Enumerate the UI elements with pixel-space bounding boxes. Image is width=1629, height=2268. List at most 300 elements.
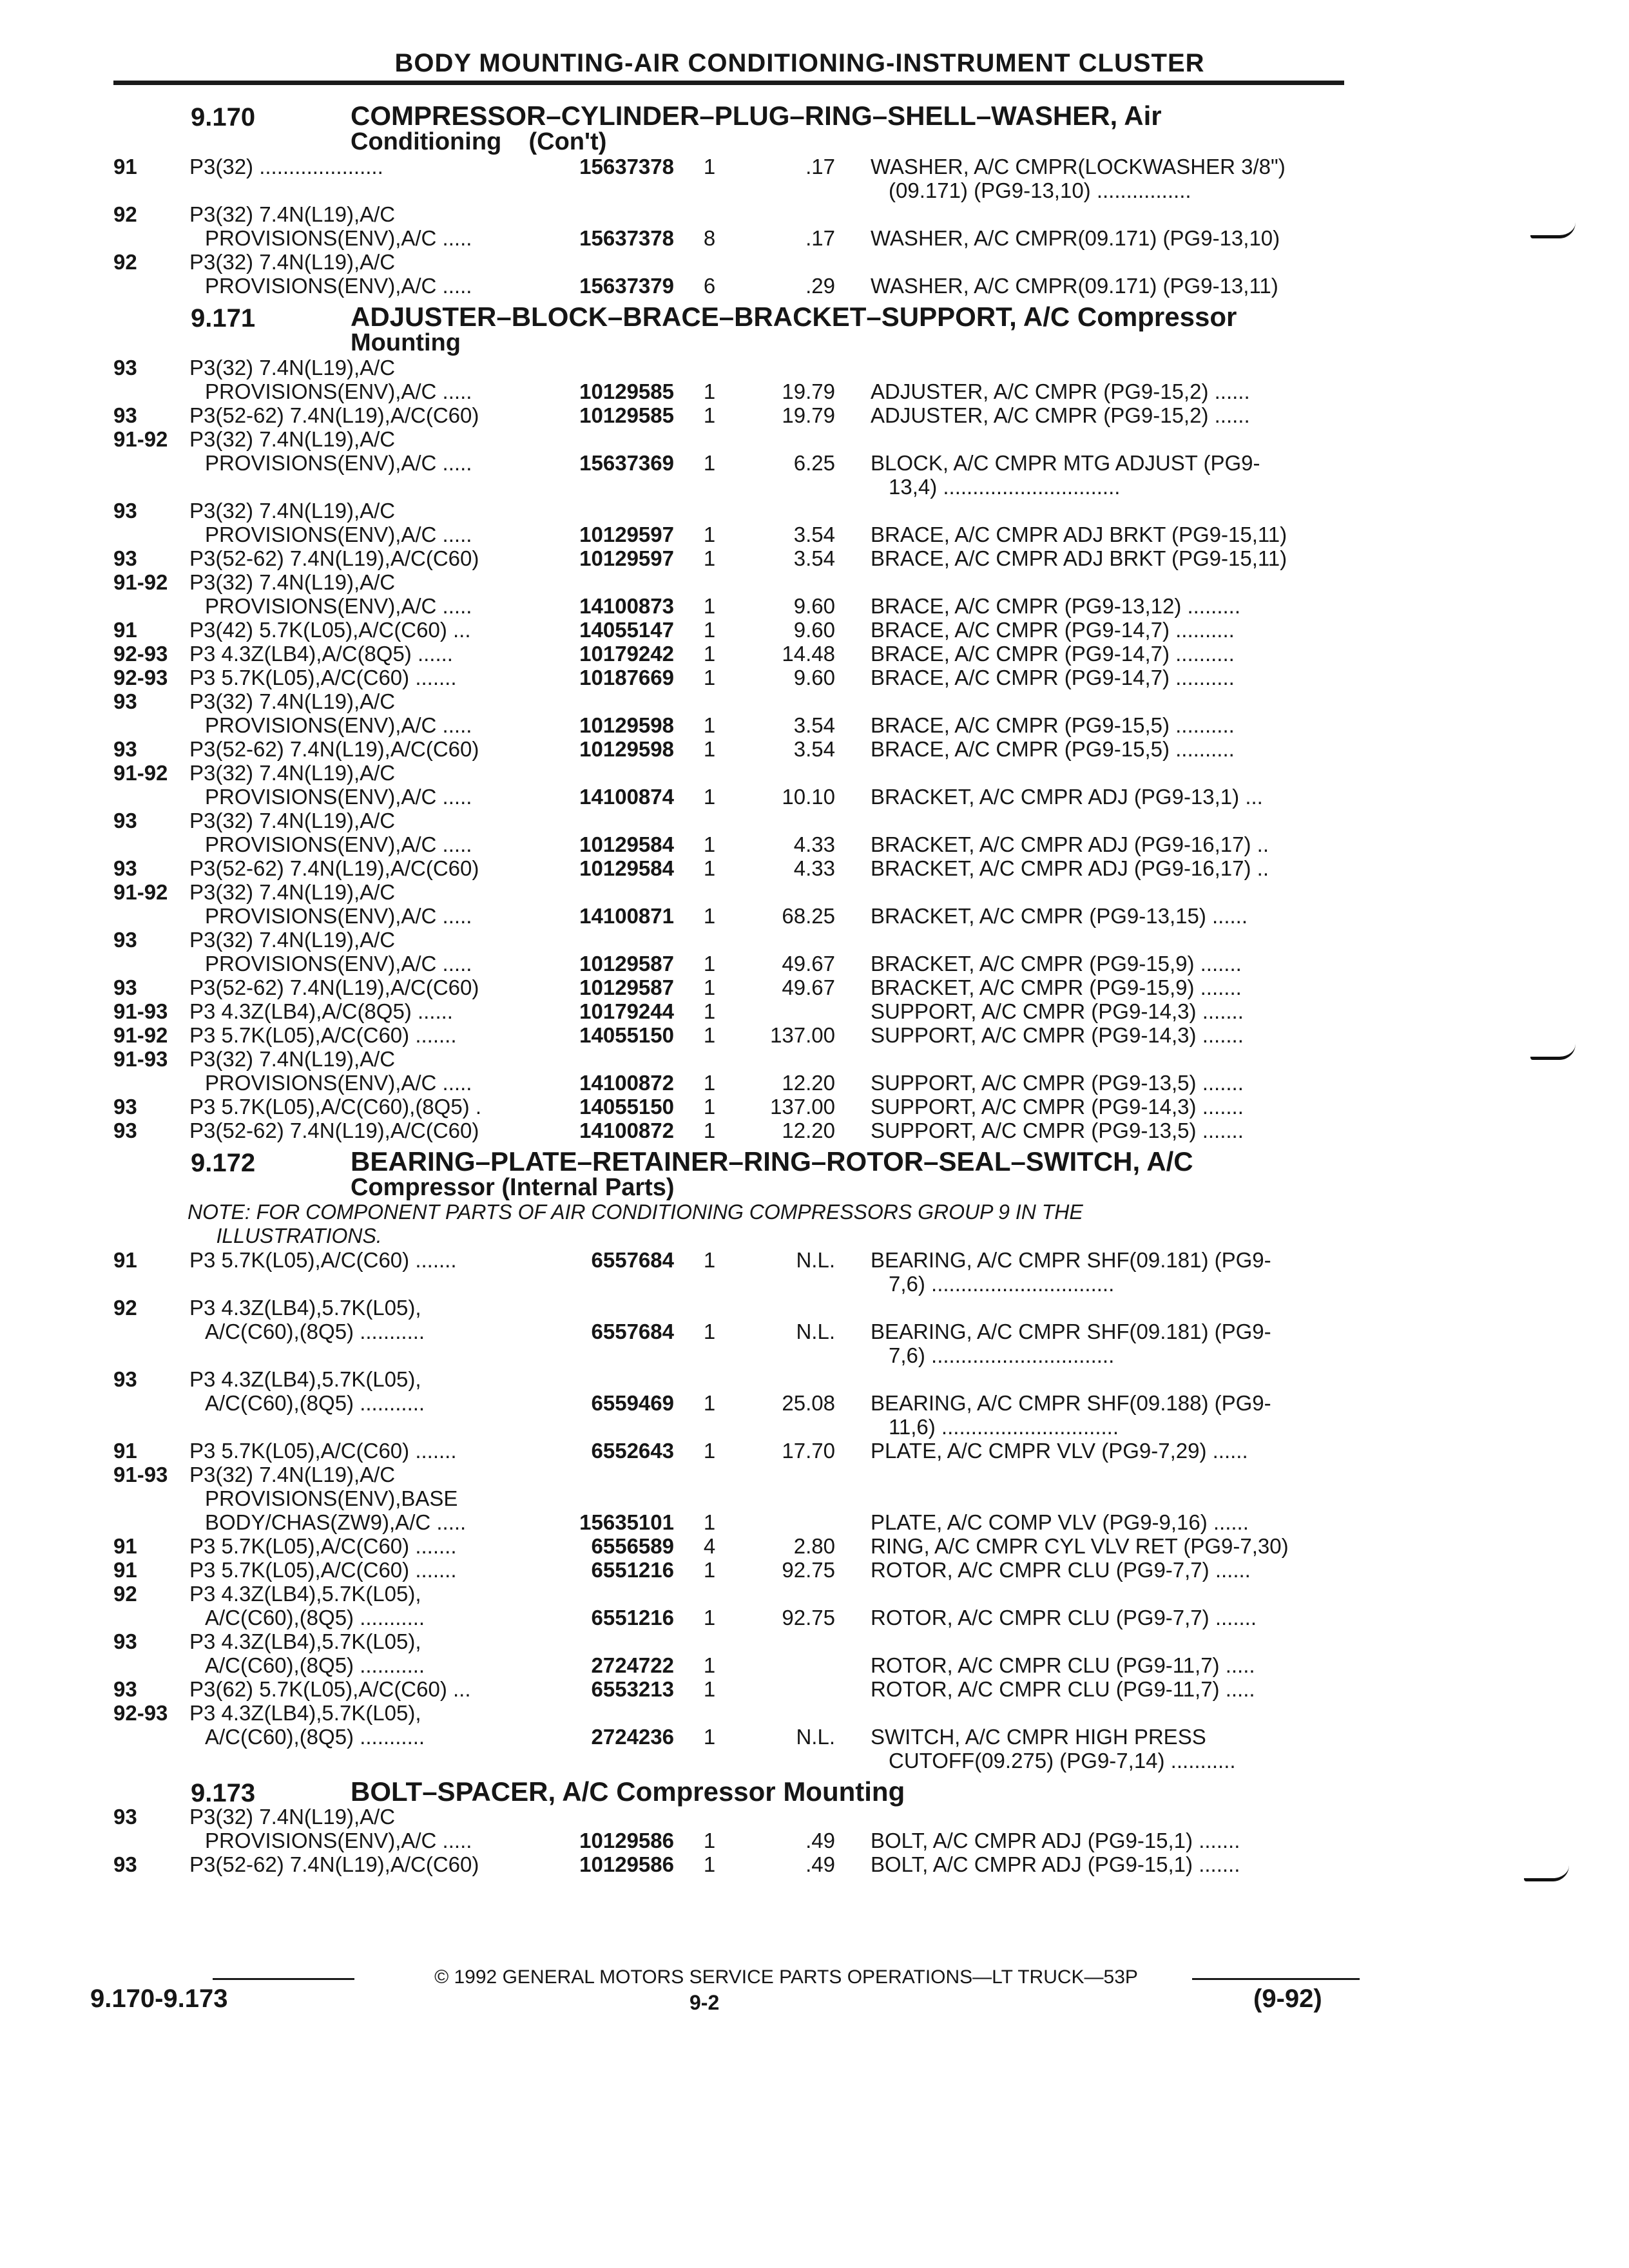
quantity: 1 [703, 1606, 716, 1629]
application-line: P3(62) 5.7K(L05),A/C(C60) ... [189, 1677, 471, 1701]
application-line: PROVISIONS(ENV),A/C ..... [205, 713, 472, 737]
model-year: 91-93 [113, 999, 168, 1023]
application [189, 202, 550, 250]
price: .17 [805, 226, 835, 250]
application-line: PROVISIONS(ENV),A/C ..... [205, 226, 472, 250]
description-line: BRACKET, A/C CMPR ADJ (PG9-16,17) .. [871, 856, 1269, 880]
part-row [113, 618, 1344, 642]
description-line: WASHER, A/C CMPR(09.171) (PG9-13,10) [871, 226, 1280, 250]
part-number: 6557684 [591, 1320, 674, 1343]
model-year: 91 [113, 155, 137, 178]
application [189, 1629, 550, 1677]
check-mark [1530, 1044, 1576, 1060]
description-line: SUPPORT, A/C CMPR (PG9-13,5) ....... [871, 1071, 1244, 1095]
price: 4.33 [793, 856, 835, 880]
section-heading [113, 103, 1344, 155]
part-row [113, 250, 1344, 298]
description [871, 880, 1344, 928]
part-number: 15637378 [579, 226, 674, 250]
model-year: 91 [113, 1439, 137, 1463]
application-line: P3(42) 5.7K(L05),A/C(C60) ... [189, 618, 471, 642]
application-line: P3 4.3Z(LB4),5.7K(L05), [189, 1367, 421, 1391]
part-number: 15635101 [579, 1510, 674, 1534]
description-line: BRACE, A/C CMPR ADJ BRKT (PG9-15,11) [871, 523, 1287, 546]
application-line: A/C(C60),(8Q5) ........... [205, 1606, 425, 1629]
part-row [113, 570, 1344, 618]
description-line [871, 928, 1344, 952]
model-year: 92 [113, 202, 137, 226]
section-note: NOTE: FOR COMPONENT PARTS OF AIR CONDITIONING COMPRESSORS GROUP 9 IN THE ILLUSTRATIONS. [188, 1200, 1083, 1247]
description-line: ROTOR, A/C CMPR CLU (PG9-7,7) ...... [871, 1558, 1251, 1582]
part-number: 15637379 [579, 274, 674, 298]
application [189, 250, 550, 298]
section-subtitle: Conditioning (Con't) [351, 128, 607, 155]
part-row [113, 1047, 1344, 1095]
application [189, 499, 550, 546]
description-line [871, 1629, 1344, 1653]
description-line: BRACE, A/C CMPR (PG9-13,12) ......... [871, 594, 1240, 618]
description-line [871, 356, 1344, 380]
application-line: P3(52-62) 7.4N(L19),A/C(C60) [189, 403, 479, 427]
description-line: BRACE, A/C CMPR (PG9-15,5) .......... [871, 713, 1235, 737]
model-year: 91-92 [113, 427, 168, 451]
application-line: P3 4.3Z(LB4),A/C(8Q5) ...... [189, 642, 453, 666]
description-line: BRACKET, A/C CMPR (PG9-15,9) ....... [871, 975, 1242, 999]
section-number: 9.170 [191, 103, 256, 131]
quantity: 1 [703, 1095, 716, 1119]
part-number: 10129585 [579, 403, 674, 427]
description-line [871, 689, 1344, 713]
model-year: 92-93 [113, 1701, 168, 1725]
application [189, 1534, 550, 1558]
model-year: 92-93 [113, 642, 168, 666]
application-line: PROVISIONS(ENV),A/C ..... [205, 274, 472, 298]
application [189, 1463, 550, 1534]
model-year: 91 [113, 1248, 137, 1272]
section-number: 9.172 [191, 1149, 256, 1177]
description-line: 11,6) .............................. [889, 1415, 1119, 1439]
quantity: 1 [703, 451, 716, 475]
part-row [113, 1439, 1344, 1463]
application [189, 689, 550, 737]
description-line: 7,6) ............................... [889, 1343, 1115, 1367]
part-row [113, 546, 1344, 570]
quantity: 1 [703, 618, 716, 642]
price: 14.48 [782, 642, 835, 666]
description-line: ROTOR, A/C CMPR CLU (PG9-7,7) ....... [871, 1606, 1257, 1629]
application-line: P3(52-62) 7.4N(L19),A/C(C60) [189, 737, 479, 761]
description-line: BRACKET, A/C CMPR (PG9-15,9) ....... [871, 952, 1242, 975]
quantity: 1 [703, 1852, 716, 1876]
model-year: 91-92 [113, 880, 168, 904]
part-row [113, 1629, 1344, 1677]
description [871, 499, 1344, 546]
part-number: 14100871 [579, 904, 674, 928]
application-line: P3(52-62) 7.4N(L19),A/C(C60) [189, 1852, 479, 1876]
description-line: WASHER, A/C CMPR(09.171) (PG9-13,11) [871, 274, 1278, 298]
model-year: 93 [113, 928, 137, 952]
model-year: 92 [113, 250, 137, 274]
description [871, 1677, 1344, 1701]
section-heading [113, 304, 1344, 356]
part-row [113, 809, 1344, 856]
model-year: 91 [113, 1558, 137, 1582]
description [871, 999, 1344, 1023]
description-line: SUPPORT, A/C CMPR (PG9-14,3) ....... [871, 1095, 1244, 1119]
model-year: 92 [113, 1296, 137, 1320]
model-year: 93 [113, 356, 137, 380]
description [871, 737, 1344, 761]
description-line: (09.171) (PG9-13,10) ................ [889, 178, 1191, 202]
application-line: P3 4.3Z(LB4),5.7K(L05), [189, 1296, 421, 1320]
model-year: 93 [113, 689, 137, 713]
quantity: 4 [703, 1534, 716, 1558]
price: 49.67 [782, 975, 835, 999]
description [871, 1805, 1344, 1852]
quantity: 1 [703, 642, 716, 666]
part-number: 10129587 [579, 952, 674, 975]
price: 9.60 [793, 594, 835, 618]
application [189, 666, 550, 689]
quantity: 1 [703, 380, 716, 403]
application-line: P3(32) 7.4N(L19),A/C [189, 1463, 396, 1486]
model-year: 93 [113, 546, 137, 570]
description-line: 13,4) .............................. [889, 475, 1121, 499]
model-year: 93 [113, 737, 137, 761]
application [189, 928, 550, 975]
application [189, 1248, 550, 1272]
model-year: 93 [113, 856, 137, 880]
description [871, 403, 1344, 427]
description [871, 570, 1344, 618]
description-line [871, 427, 1344, 451]
part-number: 14055147 [579, 618, 674, 642]
part-number: 10129586 [579, 1852, 674, 1876]
section-title-text: COMPRESSOR–CYLINDER–PLUG–RING–SHELL–WASHER, Air [351, 101, 1162, 131]
application [189, 1701, 550, 1749]
description-line: BRACKET, A/C CMPR ADJ (PG9-16,17) .. [871, 832, 1269, 856]
part-row [113, 1296, 1344, 1367]
price: N.L. [796, 1320, 835, 1343]
part-number: 10129598 [579, 713, 674, 737]
price: 3.54 [793, 523, 835, 546]
model-year: 91-93 [113, 1047, 168, 1071]
application-line: PROVISIONS(ENV),A/C ..... [205, 380, 472, 403]
application-line: P3 5.7K(L05),A/C(C60) ....... [189, 1248, 457, 1272]
description-line: ROTOR, A/C CMPR CLU (PG9-11,7) ..... [871, 1677, 1255, 1701]
description [871, 155, 1344, 202]
quantity: 1 [703, 856, 716, 880]
application-line: PROVISIONS(ENV),A/C ..... [205, 832, 472, 856]
model-year: 92-93 [113, 666, 168, 689]
part-row [113, 1095, 1344, 1119]
price: 6.25 [793, 451, 835, 475]
quantity: 1 [703, 1119, 716, 1142]
description-line: BEARING, A/C CMPR SHF(09.188) (PG9- [871, 1391, 1271, 1415]
price: 68.25 [782, 904, 835, 928]
application-line: P3(52-62) 7.4N(L19),A/C(C60) [189, 975, 479, 999]
part-number: 6557684 [591, 1248, 674, 1272]
section-title-text: BOLT–SPACER, A/C Compressor Mounting [351, 1776, 905, 1807]
parts-listing [113, 97, 1344, 1876]
quantity: 1 [703, 546, 716, 570]
application [189, 856, 550, 880]
section-title [351, 103, 1344, 155]
part-number: 10129584 [579, 832, 674, 856]
application [189, 155, 550, 178]
application-line: P3 5.7K(L05),A/C(C60),(8Q5) . [189, 1095, 482, 1119]
description-line [871, 761, 1344, 785]
model-year: 93 [113, 1629, 137, 1653]
application-line: A/C(C60),(8Q5) ........... [205, 1320, 425, 1343]
description [871, 546, 1344, 570]
application-line: PROVISIONS(ENV),A/C ..... [205, 1071, 472, 1095]
part-number: 10179244 [579, 999, 674, 1023]
part-number: 14100873 [579, 594, 674, 618]
description [871, 666, 1344, 689]
part-row [113, 761, 1344, 809]
description-line: SUPPORT, A/C CMPR (PG9-13,5) ....... [871, 1119, 1244, 1142]
section-title [351, 1776, 1344, 1807]
application-line: A/C(C60),(8Q5) ........... [205, 1653, 425, 1677]
description-line: BRACKET, A/C CMPR (PG9-13,15) ...... [871, 904, 1248, 928]
part-number: 10129598 [579, 737, 674, 761]
application [189, 1119, 550, 1142]
part-number: 10179242 [579, 642, 674, 666]
description-line: BRACE, A/C CMPR (PG9-14,7) .......... [871, 666, 1235, 689]
application-line: P3 4.3Z(LB4),A/C(8Q5) ...... [189, 999, 453, 1023]
application [189, 1047, 550, 1095]
description [871, 1534, 1344, 1558]
description [871, 1119, 1344, 1142]
part-row [113, 1534, 1344, 1558]
description [871, 1095, 1344, 1119]
description-line: RING, A/C CMPR CYL VLV RET (PG9-7,30) [871, 1534, 1289, 1558]
quantity: 1 [703, 785, 716, 809]
part-row [113, 856, 1344, 880]
part-row [113, 737, 1344, 761]
section-heading [113, 1776, 1344, 1807]
part-row [113, 403, 1344, 427]
application [189, 546, 550, 570]
part-row [113, 928, 1344, 975]
description-line [871, 809, 1344, 832]
description [871, 928, 1344, 975]
price: 3.54 [793, 713, 835, 737]
price: 9.60 [793, 666, 835, 689]
part-number: 2724236 [591, 1725, 674, 1749]
part-row [113, 356, 1344, 403]
part-number: 10129597 [579, 523, 674, 546]
quantity: 1 [703, 1023, 716, 1047]
description-line: BRACE, A/C CMPR ADJ BRKT (PG9-15,11) [871, 546, 1287, 570]
part-row [113, 1558, 1344, 1582]
description [871, 856, 1344, 880]
description-line [871, 250, 1344, 274]
description-line [871, 499, 1344, 523]
application-line: P3(32) ..................... [189, 155, 383, 178]
description-line: ROTOR, A/C CMPR CLU (PG9-11,7) ..... [871, 1653, 1255, 1677]
application [189, 1582, 550, 1629]
price: N.L. [796, 1248, 835, 1272]
application-line: P3 5.7K(L05),A/C(C60) ....... [189, 1439, 457, 1463]
quantity: 1 [703, 1510, 716, 1534]
application-line: PROVISIONS(ENV),A/C ..... [205, 594, 472, 618]
part-number: 14100872 [579, 1119, 674, 1142]
part-row [113, 1023, 1344, 1047]
model-year: 93 [113, 1677, 137, 1701]
model-year: 91-92 [113, 570, 168, 594]
price: 92.75 [782, 1606, 835, 1629]
price: 49.67 [782, 952, 835, 975]
description-line: ADJUSTER, A/C CMPR (PG9-15,2) ...... [871, 403, 1250, 427]
part-number: 10129584 [579, 856, 674, 880]
part-number: 6551216 [591, 1558, 674, 1582]
model-year: 92 [113, 1582, 137, 1606]
model-year: 93 [113, 1367, 137, 1391]
part-row [113, 642, 1344, 666]
application-line: P3 5.7K(L05),A/C(C60) ....... [189, 666, 457, 689]
application-line: PROVISIONS(ENV),A/C ..... [205, 904, 472, 928]
application-line: P3(32) 7.4N(L19),A/C [189, 928, 396, 952]
application [189, 1805, 550, 1852]
quantity: 1 [703, 952, 716, 975]
application-line: PROVISIONS(ENV),BASE [205, 1486, 458, 1510]
part-number: 14055150 [579, 1023, 674, 1047]
application-line: P3(32) 7.4N(L19),A/C [189, 880, 396, 904]
description [871, 761, 1344, 809]
part-row [113, 999, 1344, 1023]
description-line: PLATE, A/C CMPR VLV (PG9-7,29) ...... [871, 1439, 1248, 1463]
description [871, 202, 1344, 250]
description [871, 618, 1344, 642]
application [189, 1439, 550, 1463]
application [189, 1677, 550, 1701]
quantity: 1 [703, 1829, 716, 1852]
quantity: 1 [703, 523, 716, 546]
section-title [351, 1146, 1344, 1201]
part-row [113, 1677, 1344, 1701]
part-row [113, 1119, 1344, 1142]
price: 17.70 [782, 1439, 835, 1463]
description-line: ADJUSTER, A/C CMPR (PG9-15,2) ...... [871, 380, 1250, 403]
part-number: 10129597 [579, 546, 674, 570]
description [871, 1439, 1344, 1463]
page-number: 9-2 [689, 1991, 720, 2014]
application-line: P3(32) 7.4N(L19),A/C [189, 689, 396, 713]
price: 12.20 [782, 1071, 835, 1095]
section-title [351, 304, 1344, 356]
part-number: 6552643 [591, 1439, 674, 1463]
description-line [871, 1486, 1344, 1510]
application [189, 1023, 550, 1047]
application-line: PROVISIONS(ENV),A/C ..... [205, 952, 472, 975]
application-line: P3(32) 7.4N(L19),A/C [189, 761, 396, 785]
model-year: 91-93 [113, 1463, 168, 1486]
application-line: P3(32) 7.4N(L19),A/C [189, 570, 396, 594]
section-number: 9.173 [191, 1779, 256, 1807]
description-line: BRACE, A/C CMPR (PG9-14,7) .......... [871, 642, 1235, 666]
description-line: BLOCK, A/C CMPR MTG ADJUST (PG9- [871, 451, 1260, 475]
quantity: 1 [703, 1320, 716, 1343]
part-row [113, 666, 1344, 689]
quantity: 8 [703, 226, 716, 250]
quantity: 6 [703, 274, 716, 298]
description-line [871, 880, 1344, 904]
quantity: 1 [703, 1391, 716, 1415]
description-line: PLATE, A/C COMP VLV (PG9-9,16) ...... [871, 1510, 1249, 1534]
description-line: WASHER, A/C CMPR(LOCKWASHER 3/8") [871, 155, 1286, 178]
application-line: P3(32) 7.4N(L19),A/C [189, 202, 396, 226]
description-line: BOLT, A/C CMPR ADJ (PG9-15,1) ....... [871, 1829, 1240, 1852]
quantity: 1 [703, 1248, 716, 1272]
price: 9.60 [793, 618, 835, 642]
description-line [871, 1701, 1344, 1725]
application-line: PROVISIONS(ENV),A/C ..... [205, 785, 472, 809]
application-line: P3 5.7K(L05),A/C(C60) ....... [189, 1534, 457, 1558]
price: 10.10 [782, 785, 835, 809]
application [189, 1296, 550, 1343]
model-year: 93 [113, 1805, 137, 1829]
price: .29 [805, 274, 835, 298]
description-line [871, 1296, 1344, 1320]
description-line: BEARING, A/C CMPR SHF(09.181) (PG9- [871, 1320, 1271, 1343]
price: 92.75 [782, 1558, 835, 1582]
application-line: PROVISIONS(ENV),A/C ..... [205, 451, 472, 475]
application [189, 975, 550, 999]
part-row [113, 1852, 1344, 1876]
part-number: 14055150 [579, 1095, 674, 1119]
price: N.L. [796, 1725, 835, 1749]
part-number: 6551216 [591, 1606, 674, 1629]
description-line [871, 1805, 1344, 1829]
price: 19.79 [782, 403, 835, 427]
description [871, 356, 1344, 403]
model-year: 93 [113, 1095, 137, 1119]
quantity: 1 [703, 999, 716, 1023]
application-line: PROVISIONS(ENV),A/C ..... [205, 523, 472, 546]
description-line: BEARING, A/C CMPR SHF(09.181) (PG9- [871, 1248, 1271, 1272]
part-number: 10129586 [579, 1829, 674, 1852]
model-year: 91-92 [113, 1023, 168, 1047]
application-line: A/C(C60),(8Q5) ........... [205, 1391, 425, 1415]
application-line: P3(52-62) 7.4N(L19),A/C(C60) [189, 546, 479, 570]
application-line: A/C(C60),(8Q5) ........... [205, 1725, 425, 1749]
section-range: 9.170-9.173 [90, 1984, 228, 2013]
application [189, 1095, 550, 1119]
part-row [113, 155, 1344, 202]
model-year: 91 [113, 1534, 137, 1558]
part-row [113, 1805, 1344, 1852]
part-row [113, 1582, 1344, 1629]
description [871, 642, 1344, 666]
page-title: BODY MOUNTING-AIR CONDITIONING-INSTRUMENT CLUSTER [394, 49, 1205, 77]
application-line: P3 5.7K(L05),A/C(C60) ....... [189, 1023, 457, 1047]
model-year: 93 [113, 499, 137, 523]
application [189, 999, 550, 1023]
model-year: 93 [113, 809, 137, 832]
application [189, 737, 550, 761]
description [871, 1248, 1344, 1296]
part-row [113, 1463, 1344, 1534]
part-row [113, 1248, 1344, 1296]
application-line: P3(32) 7.4N(L19),A/C [189, 250, 396, 274]
model-year: 91 [113, 618, 137, 642]
application [189, 761, 550, 809]
section-number: 9.171 [191, 304, 256, 332]
application [189, 618, 550, 642]
part-number: 15637378 [579, 155, 674, 178]
